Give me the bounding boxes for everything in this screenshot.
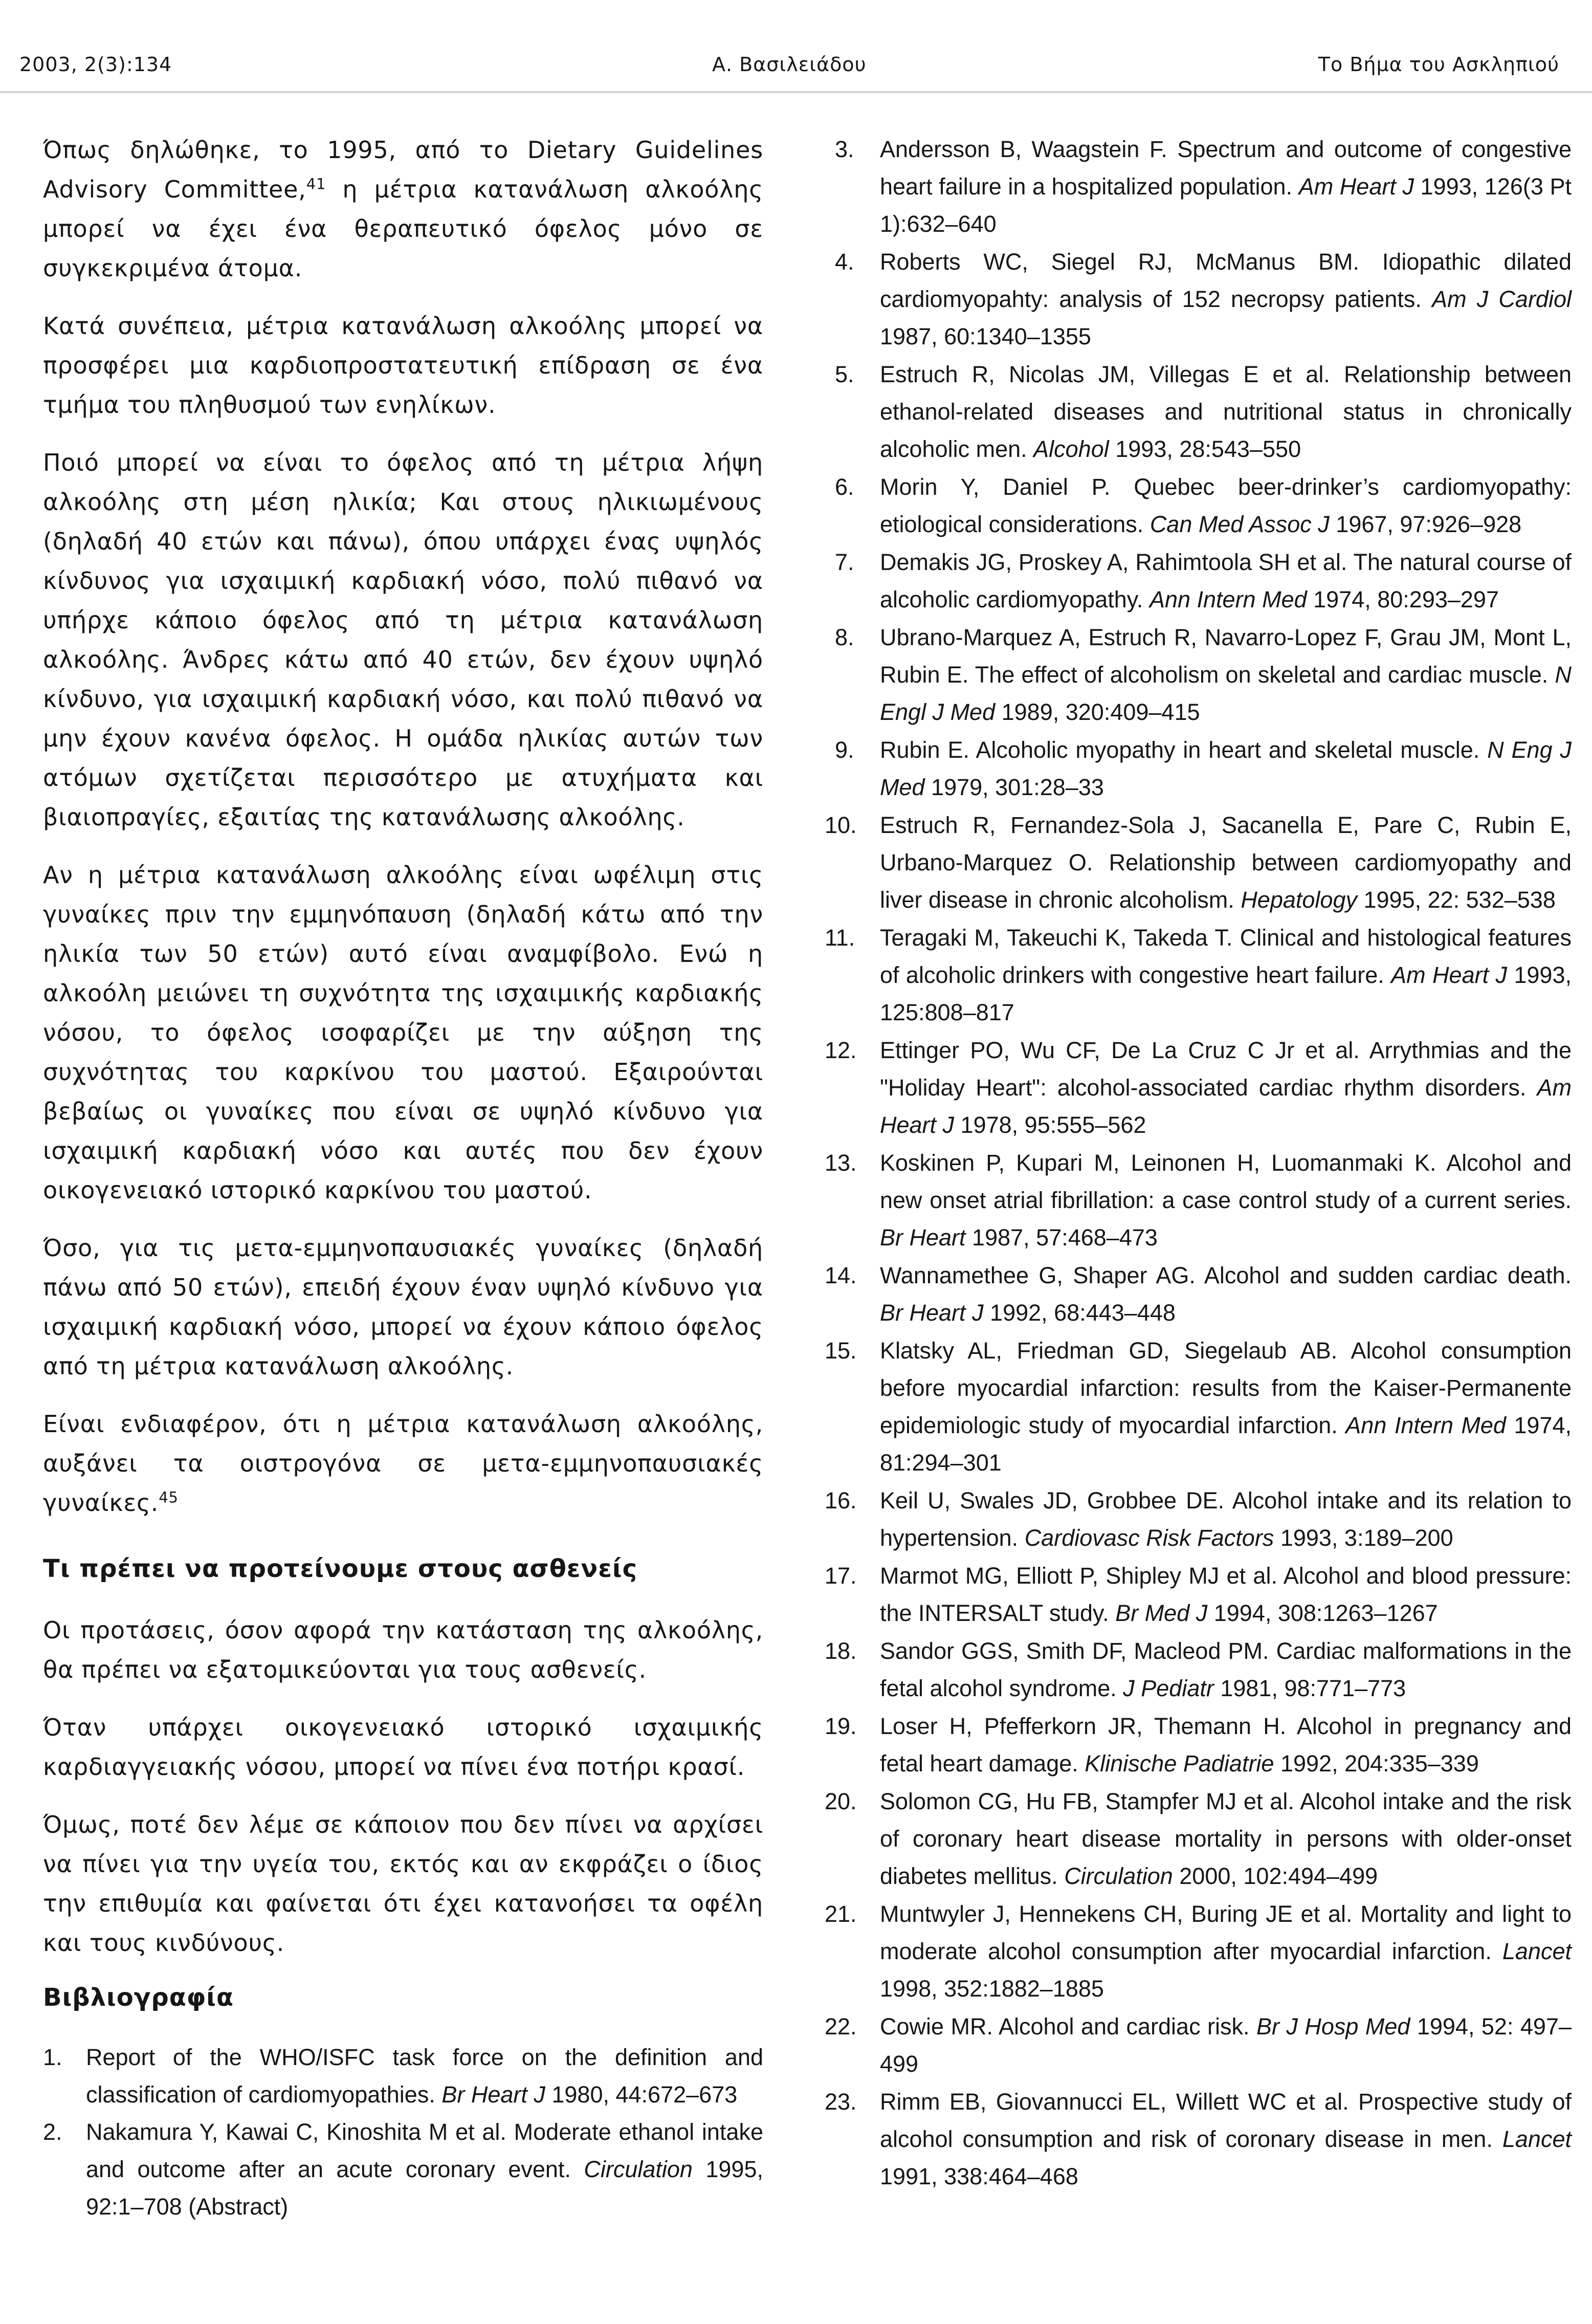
reference-details: 1989, 320:409–415 [995,699,1200,725]
citation-superscript: 45 [159,1488,179,1506]
reference-item [43,2038,763,2113]
section-heading: Τι πρέπει να προτείνουμε στους ασθενείς [43,1554,638,1583]
section-paragraph: Όταν υπάρχει οικογενειακό ιστορικό ισχαιμικής καρδιαγγειακής νόσου, μπορεί να πίνει ένα ποτήρι κρασί. [43,1714,763,1781]
reference-details: 1993, 125:808–817 [880,962,1572,1025]
reference-journal: Circulation [1064,1863,1173,1889]
body-paragraph: Όσο, για τις μετα-εμμηνοπαυσιακές γυναίκες (δηλαδή πάνω από 50 ετών), επειδή έχουν έναν υψηλό κίνδυνο για ισχαιμική καρδιακή νόσο, μπορεί να έχουν κάποιο όφελος από τη μέτρια κατανάλωση αλκοόλης. [43,1234,763,1380]
reference-number: 21. [825,1901,857,1927]
reference-journal: Lancet [1502,1938,1572,1964]
reference-number: 14. [825,1262,857,1288]
reference-text: Sandor GGS, Smith DF, Macleod PM. Cardiac malformations in the fetal alcohol syndrome. [880,1638,1572,1701]
reference-journal: Cardiovasc Risk Factors [1024,1525,1274,1551]
reference-text: Ettinger PO, Wu CF, De La Cruz C Jr et al. Arrythmias and the "Holiday Heart": alcohol-associated cardiac rhythm disorders. [880,1037,1572,1101]
reference-item [825,2008,1572,2082]
section-paragraph: Όμως, ποτέ δεν λέμε σε κάποιον που δεν πίνει να αρχίσει να πίνει για την υγεία του, εκτός και αν εκφράζει ο ίδιος την επιθυμία και φαίνεται ότι έχει κατανοήσει τα οφέλη και τους κινδύνους. [43,1811,763,1957]
reference-details: 1994, 52: 497–499 [880,2013,1572,2077]
reference-number: 7. [835,549,854,575]
reference-list-left [43,2038,763,2225]
reference-details: 1993, 3:189–200 [1274,1525,1453,1551]
reference-journal: Lancet [1502,2126,1572,2152]
reference-details: 1995, 92:1–708 (Abstract) [86,2156,763,2220]
reference-number: 3. [835,136,854,162]
reference-item [825,1895,1572,2007]
reference-number: 9. [835,737,854,763]
reference-details: 1980, 44:672–673 [545,2081,738,2108]
reference-item [835,543,1572,618]
reference-journal: Br Heart [880,1224,966,1251]
reference-number: 13. [825,1150,857,1176]
reference-item [825,1032,1572,1144]
reference-item [835,468,1572,543]
reference-item [835,243,1572,355]
reference-text: Estruch R, Nicolas JM, Villegas E et al. Relationship between ethanol-related diseases and nutritional status in chronically alcoholic men. [880,361,1572,462]
section-paragraph: Οι προτάσεις, όσον αφορά την κατάσταση της αλκοόλης, θα πρέπει να εξατομικεύονται για τους ασθενείς. [43,1616,763,1683]
reference-journal: Am Heart J [1391,962,1507,988]
reference-number: 23. [825,2089,857,2115]
reference-item [825,1707,1572,1782]
reference-journal: J Pediatr [1123,1675,1214,1701]
reference-details: 1992, 68:443–448 [983,1300,1176,1326]
reference-number: 4. [835,249,854,275]
reference-item [825,1257,1572,1331]
citation-superscript: 41 [306,175,326,193]
reference-item [835,356,1572,468]
reference-text: Loser H, Pfefferkorn JR, Themann H. Alcohol in pregnancy and fetal heart damage. [880,1713,1572,1777]
reference-number: 12. [825,1037,857,1063]
reference-details: 1974, 81:294–301 [880,1412,1572,1476]
reference-details: 1991, 338:464–468 [880,2163,1078,2189]
right-column [825,130,1572,2196]
reference-details: 1995, 22: 532–538 [1357,887,1556,913]
reference-journal: Am Heart J [880,1075,1572,1138]
reference-details: 1998, 352:1882–1885 [880,1976,1104,2002]
reference-item [825,1632,1572,1707]
reference-journal: N Engl J Med [880,662,1572,725]
reference-details: 2000, 102:494–499 [1173,1863,1378,1889]
reference-item [825,1557,1572,1632]
reference-item [825,2083,1572,2195]
reference-text: Muntwyler J, Hennekens CH, Buring JE et al. Mortality and light to moderate alcohol consumption after myocardial infarction. [880,1901,1572,1964]
reference-details: 1992, 204:335–339 [1274,1750,1479,1777]
reference-text: Marmot MG, Elliott P, Shipley MJ et al. Alcohol and blood pressure: the INTERSALT study. [880,1563,1572,1626]
body-paragraph: Αν η μέτρια κατανάλωση αλκοόλης είναι ωφέλιμη στις γυναίκες πριν την εμμηνόπαυση (δηλαδή κάτω από την ηλικία των 50 ετών) αυτό είναι αναμφίβολο. Ενώ η αλκοόλη μειώνει τη συχνότητα της ισχαιμικής καρδιακής νόσου, το όφελος ισοφαρίζει με την αύξηση της συχνότητας του καρκίνου του μαστού. Εξαιρούνται βεβαίως οι γυναίκες που είναι σε υψηλό κίνδυνο για ισχαιμική καρδιακή νόσο και αυτές που δεν έχουν οικογενειακό ιστορικό καρκίνου του μαστού. [43,861,763,1204]
reference-text: Wannamethee G, Shaper AG. Alcohol and sudden cardiac death. [880,1262,1572,1288]
body-paragraph: Όπως δηλώθηκε, το 1995, από το Dietary Guidelines Advisory Committee,$^{41}$ η μέτρια κατανάλωση αλκοόλης μπορεί να έχει ένα θεραπευτικό όφελος μόνο σε συγκεκριμένα άτομα. [43,136,763,282]
reference-item [825,1482,1572,1556]
reference-text: Nakamura Y, Kawai C, Kinoshita M et al. Moderate ethanol intake and outcome after an acute coronary event. [86,2119,763,2182]
reference-text: Solomon CG, Hu FB, Stampfer MJ et al. Alcohol intake and the risk of coronary heart disease mortality in persons with older-onset diabetes mellitus. [880,1788,1572,1889]
reference-number: 17. [825,1563,857,1589]
reference-text: Morin Y, Daniel P. Quebec beer-drinker’s cardiomyopathy: etiological considerations. [880,474,1572,537]
reference-item [825,1144,1572,1256]
reference-item [43,2113,763,2225]
reference-journal: Ann Intern Med [1345,1412,1506,1438]
reference-journal: Klinische Padiatrie [1085,1750,1274,1777]
reference-number: 6. [835,474,854,500]
left-column [43,130,763,2225]
reference-number: 19. [825,1713,857,1739]
reference-text: Keil U, Swales JD, Grobbee DE. Alcohol intake and its relation to hypertension. [880,1487,1572,1551]
reference-item [825,919,1572,1031]
reference-details: 1993, 126(3 Pt 1):632–640 [880,173,1572,237]
reference-text: Estruch R, Fernandez-Sola J, Sacanella E, Pare C, Rubin E, Urbano-Marquez O. Relationship between cardiomyopathy and liver disease in chronic alcoholism. [880,812,1572,913]
reference-number: 5. [835,361,854,387]
reference-number: 18. [825,1638,857,1664]
reference-journal: Am Heart J [1298,173,1414,200]
reference-number: 8. [835,624,854,650]
reference-journal: Br Med J [1115,1600,1208,1626]
reference-number: 11. [825,925,855,951]
reference-details: 1981, 98:771–773 [1213,1675,1406,1701]
reference-item [825,1332,1572,1481]
reference-details: 1993, 28:543–550 [1109,436,1301,462]
reference-number: 10. [825,812,857,838]
reference-journal: Can Med Assoc J [1149,511,1330,537]
reference-details: 1979, 301:28–33 [924,774,1104,800]
reference-journal: Hepatology [1241,887,1357,913]
bibliography-heading: Βιβλιογραφία [43,1983,234,2012]
reference-journal: Br Heart J [880,1300,984,1326]
reference-journal: Br Heart J [441,2081,545,2108]
reference-journal: Ann Intern Med [1149,586,1307,612]
reference-item [835,130,1572,243]
header-divider [0,91,1592,93]
reference-journal: N Eng J Med [880,737,1572,800]
reference-number: 2. [43,2119,62,2145]
reference-details: 1978, 95:555–562 [954,1112,1146,1138]
reference-number: 1. [43,2044,62,2070]
reference-journal: Br J Hosp Med [1256,2013,1410,2040]
reference-number: 16. [825,1487,857,1514]
reference-item [825,1783,1572,1895]
reference-details: 1974, 80:293–297 [1307,586,1499,612]
reference-details: 1967, 97:926–928 [1329,511,1522,537]
reference-text: Rimm EB, Giovannucci EL, Willett WC et al. Prospective study of alcohol consumption and risk of coronary disease in men. [880,2089,1572,2152]
reference-text: Andersson B, Waagstein F. Spectrum and outcome of congestive heart failure in a hospitalized population. [880,136,1572,200]
reference-item [825,806,1572,918]
reference-text: Teragaki M, Takeuchi K, Takeda T. Clinical and histological features of alcoholic drinkers with congestive heart failure. [880,925,1572,988]
reference-text: Report of the WHO/ISFC task force on the definition and classification of cardiomyopathies. [86,2044,763,2108]
reference-text: Demakis JG, Proskey A, Rahimtoola SH et al. The natural course of alcoholic cardiomyopathy. [880,549,1572,612]
reference-details: 1987, 60:1340–1355 [880,323,1091,349]
running-header-journal: Το Βήμα του Ασκληπιού [1318,53,1559,76]
reference-text: Rubin E. Alcoholic myopathy in heart and skeletal muscle. [880,737,1488,763]
reference-text: Cowie MR. Alcohol and cardiac risk. [880,2013,1256,2040]
reference-list-right [825,130,1572,2195]
body-paragraph: Κατά συνέπεια, μέτρια κατανάλωση αλκοόλης μπορεί να προσφέρει μια καρδιοπροστατευτική επίδραση σε ένα τμήμα του πληθυσμού των ενηλίκων. [43,312,763,419]
reference-text: Klatsky AL, Friedman GD, Siegelaub AB. Alcohol consumption before myocardial infarction: results from the Kaiser-Permanente epidemiologic study of myocardial infarction. [880,1338,1572,1438]
reference-text: Roberts WC, Siegel RJ, McManus BM. Idiopathic dilated cardiomyopahty: analysis of 152 necropsy patients. [880,249,1572,312]
reference-number: 15. [825,1338,857,1364]
running-header-author: Α. Βασιλειάδου [712,53,867,76]
reference-journal: Am J Cardiol [1432,286,1572,312]
reference-text: Ubrano-Marquez A, Estruch R, Navarro-Lopez F, Grau JM, Mont L, Rubin E. The effect of alcoholism on skeletal and cardiac muscle. [880,624,1572,688]
reference-item [835,731,1572,806]
reference-number: 20. [825,1788,857,1814]
reference-journal: Circulation [584,2156,693,2182]
reference-journal: Alcohol [1033,436,1109,462]
reference-text: Koskinen P, Kupari M, Leinonen H, Luomanmaki K. Alcohol and new onset atrial fibrillation: a case control study of a current series. [880,1150,1572,1213]
body-paragraph: Είναι ενδιαφέρον, ότι η μέτρια κατανάλωση αλκοόλης, αυξάνει τα οιστρογόνα σε μετα-εμμηνοπαυσιακές γυναίκες.$^{45}$ [43,1410,763,1517]
body-paragraph: Ποιό μπορεί να είναι το όφελος από τη μέτρια λήψη αλκοόλης στη μέση ηλικία; Και στους ηλικιωμένους (δηλαδή 40 ετών και πάνω), όπου υπάρχει ένας υψηλός κίνδυνος για ισχαιμική καρδιακή νόσο, πολύ πιθανό να υπήρχε κάποιο όφελος από τη μέτρια κατανάλωση αλκοόλης. Άνδρες κάτω από 40 ετών, δεν έχουν υψηλό κίνδυνο, για ισχαιμική καρδιακή νόσο, και πολύ πιθανό να μην έχουν κανένα όφελος. Η ομάδα ηλικίας αυτών των ατόμων σχετίζεται περισσότερο με ατυχήματα και βιαιοπραγίες, εξαιτίας της κατανάλωσης αλκοόλης. [43,449,763,831]
reference-item [835,619,1572,731]
reference-details: 1987, 57:468–473 [965,1224,1158,1251]
reference-number: 22. [825,2013,857,2040]
reference-details: 1994, 308:1263–1267 [1207,1600,1438,1626]
running-header-citation: 2003, 2(3):134 [19,53,172,76]
